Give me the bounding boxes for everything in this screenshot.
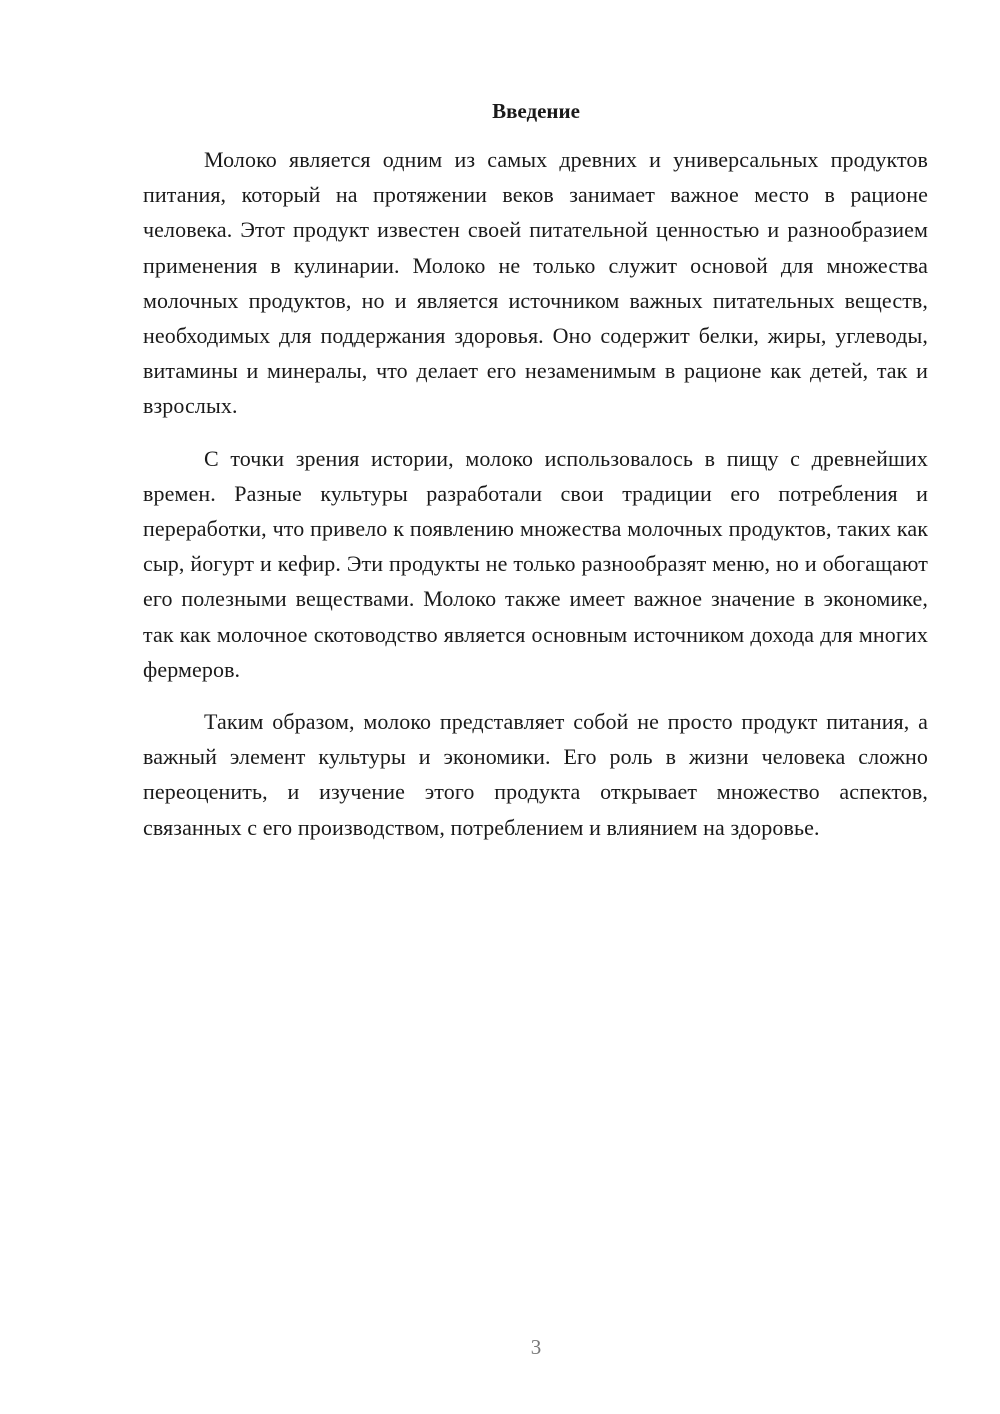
paragraph-intro: Молоко является одним из самых древних и универсальных продуктов питания, который на протяжении веков занимает важное место в рационе человека. Этот продукт известен своей питательной ценностью и разнообразием применения в кулинарии. Молоко не только служит основой для множества молочных продуктов, но и является источником важных питательных веществ, необходимых для поддержания здоровья. Оно содержит белки, жиры, углеводы, витамины и минералы, что делает его незаменимым в рационе как детей, так и взрослых. [143,147,928,419]
paragraph-conclusion: Таким образом, молоко представляет собой не просто продукт питания, а важный элемент культуры и экономики. Его роль в жизни человека сложно переоценить, и изучение этого продукта открывает множество аспектов, связанных с его производством, потреблением и влиянием на здоровье. [143,709,928,840]
body-text [143,142,928,862]
paragraph-history: С точки зрения истории, молоко использовалось в пищу с древнейших времен. Разные культуры разработали свои традиции его потребления и переработки, что привело к появлению множества молочных продуктов, таких как сыр, йогурт и кефир. Эти продукты не только разнообразят меню, но и обогащают его полезными веществами. Молоко также имеет важное значение в экономике, так как молочное скотоводство является основным источником дохода для многих фермеров. [143,445,928,682]
page-number: 3 [530,1335,542,1359]
section-heading: Введение [492,99,580,123]
